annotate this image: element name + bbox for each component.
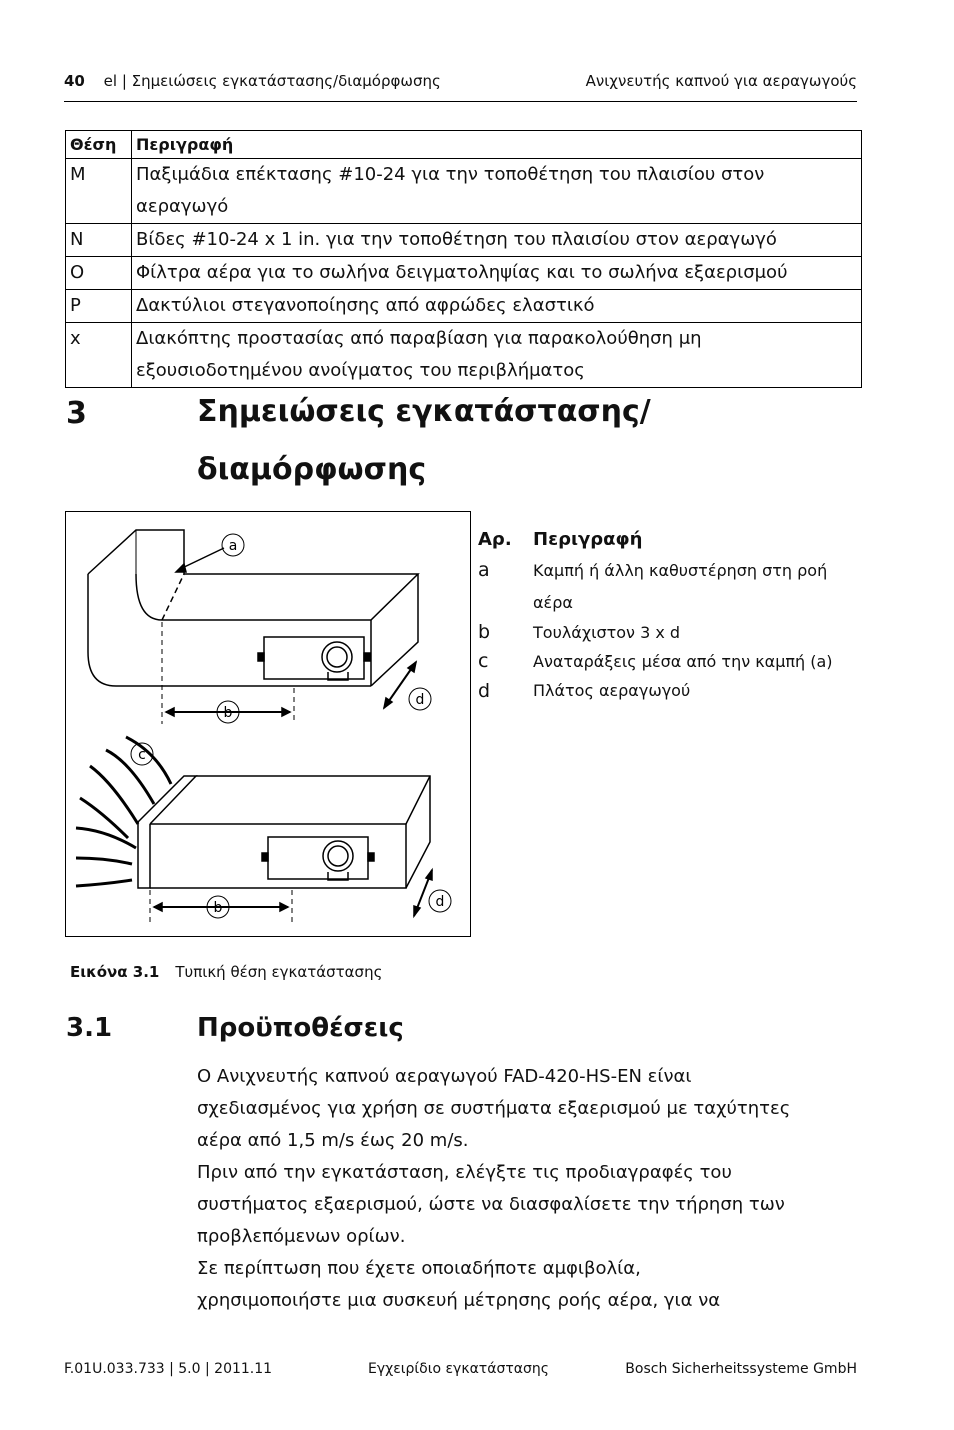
duct-diagram — [66, 512, 470, 936]
legend-header — [478, 529, 643, 550]
table-cell-description: Βίδες #10-24 x 1 in. για την τοποθέτηση του πλαισίου στον αεραγωγό — [132, 224, 862, 257]
legend-desc: Καμπή ή άλλη καθυστέρηση στη ροή αέρα — [533, 561, 828, 612]
table-row — [66, 323, 862, 388]
body-line: συστήματος εξαερισμού, ώστε να διασφαλίσετε την τήρηση των — [197, 1194, 785, 1215]
legend-list — [478, 555, 858, 705]
footer-right: Bosch Sicherheitssysteme GmbH — [625, 1361, 857, 1377]
callout-b-label: b — [223, 705, 233, 721]
table-header-row — [66, 131, 862, 159]
figure-caption — [70, 963, 382, 981]
table-row — [66, 159, 862, 224]
table-cell-description: Διακόπτης προστασίας από παραβίαση για παρακολούθηση μη εξουσιοδοτημένου ανοίγματος του περιβλήματος — [132, 323, 862, 388]
section-number: 3 — [66, 396, 87, 431]
table-row — [66, 257, 862, 290]
legend-desc: Αναταράξεις μέσα από την καμπή (a) — [533, 652, 833, 671]
legend-item — [478, 619, 858, 649]
page-number: 40 — [64, 72, 85, 90]
legend-col-no: Αρ. — [478, 529, 512, 550]
parts-table — [65, 130, 862, 388]
legend-letter: d — [478, 680, 491, 702]
table-cell-description: Φίλτρα αέρα για το σωλήνα δειγματοληψίας και το σωλήνα εξαερισμού — [132, 257, 862, 290]
table-cell-position: O — [66, 257, 132, 290]
body-line: αέρα από 1,5 m/s έως 20 m/s. — [197, 1130, 469, 1151]
table-cell-description: Δακτύλιοι στεγανοποίησης από αφρώδες ελαστικό — [132, 290, 862, 323]
callout-d-label: d — [435, 894, 445, 910]
legend-desc: Πλάτος αεραγωγού — [533, 681, 691, 700]
body-text — [197, 1061, 857, 1317]
callout-c-label: c — [138, 747, 146, 763]
callout-d-label: d — [415, 692, 425, 708]
header-product: Ανιχνευτής καπνού για αεραγωγούς — [585, 72, 857, 90]
table-cell-position: N — [66, 224, 132, 257]
callout-b-label: b — [213, 900, 223, 916]
callout-a-label: a — [228, 538, 238, 554]
body-line: Σε περίπτωση που έχετε οποιαδήποτε αμφιβολία, — [197, 1258, 641, 1279]
section-title-line: διαμόρφωσης — [197, 452, 427, 487]
subsection-title: Προϋποθέσεις — [197, 1013, 404, 1043]
table-cell-position: M — [66, 159, 132, 224]
header-rule — [64, 101, 857, 102]
table-row — [66, 290, 862, 323]
table-cell-description: Παξιμάδια επέκτασης #10-24 για την τοποθέτηση του πλαισίου στον αεραγωγό — [132, 159, 862, 224]
legend-item — [478, 677, 858, 705]
header — [64, 70, 857, 92]
body-line: σχεδιασμένος για χρήση σε συστήματα εξαερισμού με ταχύτητες — [197, 1098, 791, 1119]
col-header-description: Περιγραφή — [132, 131, 862, 159]
table-cell-position: x — [66, 323, 132, 388]
body-line: χρησιμοποιήστε μια συσκευή μέτρησης ροής αέρα, για να — [197, 1290, 721, 1311]
lower-duct-drawing — [138, 776, 432, 924]
footer-center: Εγχειρίδιο εγκατάστασης — [368, 1361, 549, 1377]
body-line: προβλεπόμενων ορίων. — [197, 1226, 406, 1247]
section-title-line: Σημειώσεις εγκατάστασης/ — [197, 394, 651, 429]
legend-letter: c — [478, 650, 489, 672]
section-title — [197, 383, 651, 499]
legend-item — [478, 649, 858, 677]
subsection-number: 3.1 — [66, 1013, 113, 1043]
col-header-position: Θέση — [66, 131, 132, 159]
legend-desc: Τουλάχιστον 3 x d — [533, 623, 681, 642]
upper-duct-drawing — [88, 530, 418, 724]
legend-letter: a — [478, 559, 490, 581]
body-line: Ο Ανιχνευτής καπνού αεραγωγού FAD-420-HS-EN είναι — [197, 1066, 692, 1087]
legend-col-desc: Περιγραφή — [533, 529, 643, 550]
table-row — [66, 224, 862, 257]
caption-text: Τυπική θέση εγκατάστασης — [175, 963, 383, 981]
header-chapter: el | Σημειώσεις εγκατάστασης/διαμόρφωσης — [103, 72, 441, 90]
legend-item — [478, 555, 858, 619]
footer-left: F.01U.033.733 | 5.0 | 2011.11 — [64, 1361, 273, 1377]
body-line: Πριν από την εγκατάσταση, ελέγξτε τις προδιαγραφές του — [197, 1162, 732, 1183]
turbulence-arrows — [76, 737, 171, 886]
installation-figure — [65, 511, 471, 937]
legend-letter: b — [478, 621, 491, 643]
caption-label: Εικόνα 3.1 — [70, 963, 160, 981]
table-cell-position: P — [66, 290, 132, 323]
